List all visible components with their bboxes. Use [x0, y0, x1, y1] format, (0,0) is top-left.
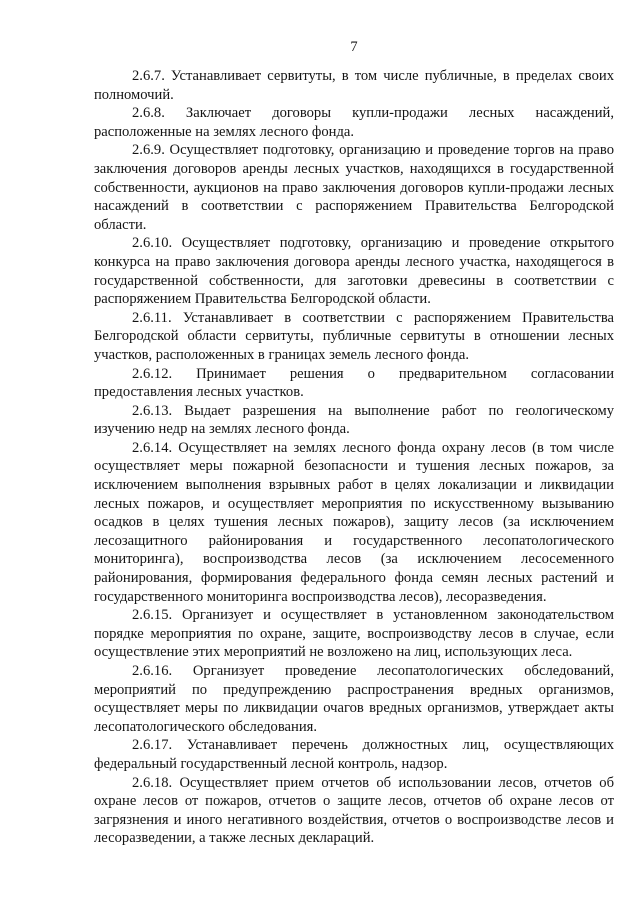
paragraph-2-6-15: 2.6.15. Организует и осуществляет в установленном законодательством порядке мероприятия по охране, защите, воспроизводству лесов в случае, если осуществление этих мероприятий не возложено на лиц, использующих леса. — [94, 607, 614, 661]
paragraph-2-6-10: 2.6.10. Осуществляет подготовку, организацию и проведение открытого конкурса на право заключения договора аренды лесного участка, находящегося в государственной собственности, для заготовки древесины в соответствии с распоряжением Правительства Белгородской области. — [94, 235, 614, 308]
paragraph-2-6-13: 2.6.13. Выдает разрешения на выполнение работ по геологическому изучению недр на землях лесного фонда. — [94, 402, 614, 438]
paragraph-2-6-12: 2.6.12. Принимает решения о предварительном согласовании предоставления лесных участков. — [94, 365, 614, 401]
paragraph-2-6-7: 2.6.7. Устанавливает сервитуты, в том числе публичные, в пределах своих полномочий. — [94, 68, 614, 103]
paragraph-2-6-8: 2.6.8. Заключает договоры купли-продажи лесных насаждений, расположенные на землях лесного фонда. — [94, 105, 614, 140]
paragraph-2-6-14: 2.6.14. Осуществляет на землях лесного фонда охрану лесов (в том числе осуществляет меры пожарной безопасности и тушения лесных пожаров, за исключением выполнения взрывных работ в целях локализации и ликвидации лесных пожаров, и осуществляет мероприятия по искусственному вызыванию осадков в целях тушения лесных пожаров), защиту лесов (за исключением лесозащитного районирования и государственного лесопатологического мониторинга), воспроизводства лесов (за исключением лесосеменного районирования, формирования федерального фонда семян лесных растений и государственного мониторинга воспроизводства лесов), лесоразведения. — [94, 439, 614, 605]
paragraph-2-6-16: 2.6.16. Организует проведение лесопатологических обследований, мероприятий по предупреждению распространения вредных организмов, осуществляет меры по ликвидации очагов вредных организмов, утверждает акты лесопатологического обследования. — [94, 663, 614, 735]
paragraph-2-6-17: 2.6.17. Устанавливает перечень должностных лиц, осуществляющих федеральный государственный лесной контроль, надзор. — [94, 737, 614, 772]
document-body — [94, 67, 614, 848]
page-number: 7 — [350, 39, 358, 55]
paragraph-2-6-11: 2.6.11. Устанавливает в соответствии с распоряжением Правительства Белгородской области сервитуты, публичные сервитуты в отношении лесных участков, расположенных в границах земель лесного фонда. — [94, 309, 614, 363]
paragraph-2-6-18: 2.6.18. Осуществляет прием отчетов об использовании лесов, отчетов об охране лесов от пожаров, отчетов о защите лесов, отчетов об охране лесов от загрязнения и иного негативного воздействия, отчетов о воспроизводстве лесов и лесоразведении, а также лесных деклараций. — [94, 774, 614, 847]
paragraph-2-6-9: 2.6.9. Осуществляет подготовку, организацию и проведение торгов на право заключения договоров аренды лесных участков, находящихся в государственной собственности, аукционов на право заключения договоров купли-продажи лесных насаждений в соответствии с распоряжением Правительства Белгородской области. — [94, 142, 614, 233]
